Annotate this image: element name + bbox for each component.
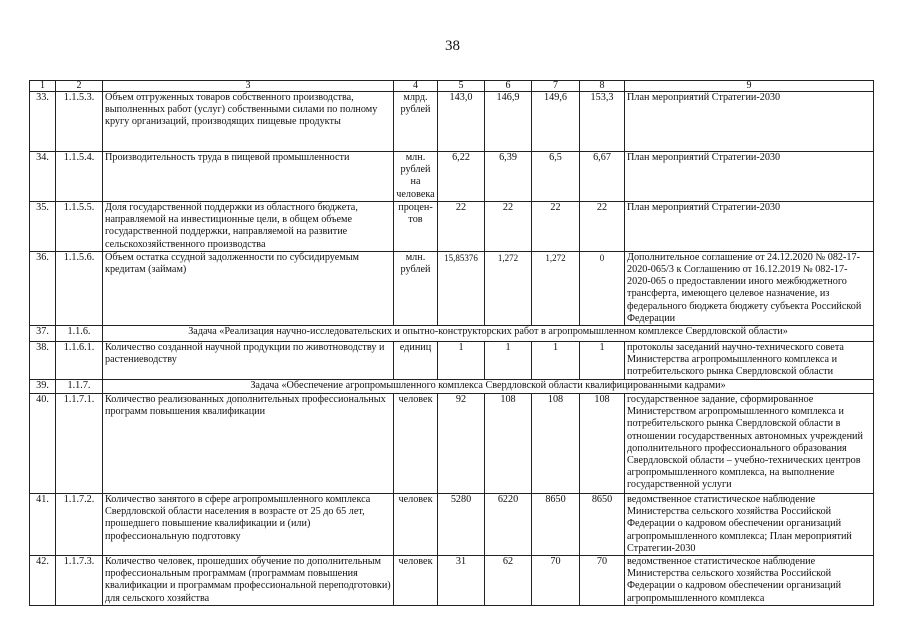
header-cell: 7 <box>532 81 580 92</box>
value-col8: 108 <box>580 394 625 494</box>
table-row <box>30 394 874 494</box>
value-col6: 108 <box>485 394 532 494</box>
table-row <box>30 92 874 152</box>
table-row <box>30 251 874 325</box>
task-row <box>30 380 874 394</box>
row-number: 38. <box>30 342 56 380</box>
row-number: 35. <box>30 202 56 252</box>
value-col5: 92 <box>438 394 485 494</box>
table-row <box>30 556 874 606</box>
source: Дополнительное соглашение от 24.12.2020 № 082-17-2020-065/3 к Соглашению от 16.12.2019 № 082-17-2020-065 о предоставлении иного межбюджетного трансферта, имеющего целевое назначение, из федерального бюджета бюджету субъекта Российской Федерации <box>625 251 874 325</box>
row-number: 36. <box>30 251 56 325</box>
value-col5: 1 <box>438 342 485 380</box>
indicator-name: Объем отгруженных товаров собственного производства, выполненных работ (услуг) собственными силами по полному кругу организаций, производящих пищевые продукты <box>103 92 394 152</box>
table-row <box>30 494 874 556</box>
indicator-name: Количество занятого в сфере агропромышленного комплекса Свердловской области населения в возрасте от 25 до 65 лет, прошедшего повышение квалификации и (или) профессиональную подготовку <box>103 494 394 556</box>
unit: млрд. рублей <box>394 92 438 152</box>
value-col7: 1 <box>532 342 580 380</box>
row-code: 1.1.5.3. <box>56 92 103 152</box>
unit: человек <box>394 556 438 606</box>
row-number: 41. <box>30 494 56 556</box>
value-col7: 8650 <box>532 494 580 556</box>
source: протоколы заседаний научно-технического совета Министерства агропромышленного комплекса и потребительского рынка Свердловской области <box>625 342 874 380</box>
page-number: 38 <box>445 38 460 54</box>
unit: млн. рублей <box>394 251 438 325</box>
unit: человек <box>394 394 438 494</box>
table-header-row <box>30 81 874 92</box>
source: ведомственное статистическое наблюдение Министерства сельского хозяйства Российской Федерации о кадровом обеспечении организаций агропромышленного комплекса; План мероприятий Стратегии-2030 <box>625 494 874 556</box>
row-code: 1.1.5.5. <box>56 202 103 252</box>
value-col5: 31 <box>438 556 485 606</box>
value-col6: 6,39 <box>485 152 532 202</box>
value-col8: 6,67 <box>580 152 625 202</box>
value-col6: 6220 <box>485 494 532 556</box>
row-number: 34. <box>30 152 56 202</box>
table-row <box>30 152 874 202</box>
row-code: 1.1.6.1. <box>56 342 103 380</box>
row-code: 1.1.7.3. <box>56 556 103 606</box>
header-cell: 6 <box>485 81 532 92</box>
value-col8: 153,3 <box>580 92 625 152</box>
table-row <box>30 342 874 380</box>
unit: процен-тов <box>394 202 438 252</box>
row-number: 37. <box>30 326 56 342</box>
value-col7: 70 <box>532 556 580 606</box>
task-title: Задача «Обеспечение агропромышленного комплекса Свердловской области квалифицированными кадрами» <box>103 380 874 394</box>
source: План мероприятий Стратегии-2030 <box>625 92 874 152</box>
value-col5: 22 <box>438 202 485 252</box>
row-code: 1.1.7. <box>56 380 103 394</box>
header-cell: 2 <box>56 81 103 92</box>
header-cell: 9 <box>625 81 874 92</box>
value-col6: 1,272 <box>485 251 532 325</box>
source: План мероприятий Стратегии-2030 <box>625 152 874 202</box>
row-code: 1.1.7.2. <box>56 494 103 556</box>
row-number: 39. <box>30 380 56 394</box>
value-col6: 1 <box>485 342 532 380</box>
indicator-name: Количество человек, прошедших обучение по дополнительным профессиональным программам (программам повышения квалификации и программам профессиональной переподготовки) для сельского хозяйства <box>103 556 394 606</box>
value-col6: 22 <box>485 202 532 252</box>
value-col8: 70 <box>580 556 625 606</box>
indicators-table <box>29 80 874 606</box>
header-cell: 4 <box>394 81 438 92</box>
value-col5: 5280 <box>438 494 485 556</box>
row-code: 1.1.6. <box>56 326 103 342</box>
row-code: 1.1.7.1. <box>56 394 103 494</box>
indicator-name: Количество созданной научной продукции по животноводству и растениеводству <box>103 342 394 380</box>
row-number: 33. <box>30 92 56 152</box>
value-col5: 6,22 <box>438 152 485 202</box>
header-cell: 1 <box>30 81 56 92</box>
table-row <box>30 202 874 252</box>
source: План мероприятий Стратегии-2030 <box>625 202 874 252</box>
row-code: 1.1.5.6. <box>56 251 103 325</box>
value-col7: 1,272 <box>532 251 580 325</box>
value-col8: 8650 <box>580 494 625 556</box>
task-title: Задача «Реализация научно-исследовательских и опытно-конструкторских работ в агропромышленном комплексе Свердловской области» <box>103 326 874 342</box>
indicator-name: Доля государственной поддержки из областного бюджета, направляемой на инвестиционные цели, в общем объеме государственной поддержки, направляемой на развитие сельскохозяйственного производства <box>103 202 394 252</box>
value-col8: 22 <box>580 202 625 252</box>
value-col8: 0 <box>580 251 625 325</box>
header-cell: 8 <box>580 81 625 92</box>
value-col6: 146,9 <box>485 92 532 152</box>
unit: млн. рублей на человека <box>394 152 438 202</box>
source: ведомственное статистическое наблюдение Министерства сельского хозяйства Российской Федерации о кадровом обеспечении организаций агропромышленного комплекса <box>625 556 874 606</box>
row-code: 1.1.5.4. <box>56 152 103 202</box>
row-number: 40. <box>30 394 56 494</box>
source: государственное задание, сформированное Министерством агропромышленного комплекса и потребительского рынка Свердловской области в отношении государственных автономных учреждений дополнительного профессионального образования Свердловской области – учебно-технических центров агропромышленного комплекса, на выполнение государственной услуги <box>625 394 874 494</box>
task-row <box>30 326 874 342</box>
value-col7: 108 <box>532 394 580 494</box>
indicator-name: Количество реализованных дополнительных профессиональных программ повышения квалификации <box>103 394 394 494</box>
indicator-name: Объем остатка ссудной задолженности по субсидируемым кредитам (займам) <box>103 251 394 325</box>
value-col7: 6,5 <box>532 152 580 202</box>
value-col7: 22 <box>532 202 580 252</box>
row-number: 42. <box>30 556 56 606</box>
unit: единиц <box>394 342 438 380</box>
value-col5: 15,85376 <box>438 251 485 325</box>
unit: человек <box>394 494 438 556</box>
header-cell: 5 <box>438 81 485 92</box>
header-cell: 3 <box>103 81 394 92</box>
value-col5: 143,0 <box>438 92 485 152</box>
value-col7: 149,6 <box>532 92 580 152</box>
value-col6: 62 <box>485 556 532 606</box>
value-col8: 1 <box>580 342 625 380</box>
indicator-name: Производительность труда в пищевой промышленности <box>103 152 394 202</box>
